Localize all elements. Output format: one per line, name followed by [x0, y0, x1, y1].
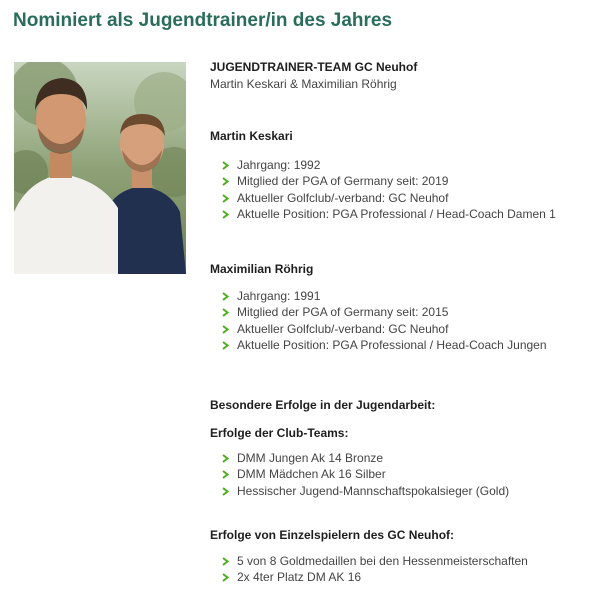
list-item: Mitglied der PGA of Germany seit: 2015: [220, 304, 547, 320]
fact-list-roehrig: [220, 288, 547, 353]
club-teams-heading: Erfolge der Club-Teams:: [210, 426, 349, 440]
person-name-keskari: Martin Keskari: [210, 129, 293, 143]
club-teams-list: [220, 450, 509, 499]
individuals-heading: Erfolge von Einzelspielern des GC Neuhof:: [210, 528, 455, 542]
list-item: Jahrgang: 1991: [220, 288, 547, 304]
list-item: 2x 4ter Platz DM AK 16: [220, 569, 528, 585]
chevron-right-icon: [221, 573, 230, 582]
chevron-right-icon: [221, 487, 230, 496]
list-item: Aktueller Golfclub/-verband: GC Neuhof: [220, 321, 547, 337]
page-title: Nominiert als Jugendtrainer/in des Jahres: [13, 10, 393, 31]
team-photo: [14, 62, 186, 274]
individuals-list: [220, 553, 528, 586]
chevron-right-icon: [221, 557, 230, 566]
list-item: DMM Jungen Ak 14 Bronze: [220, 450, 509, 466]
chevron-right-icon: [221, 177, 230, 186]
list-item: Jahrgang: 1992: [220, 157, 556, 173]
chevron-right-icon: [221, 161, 230, 170]
chevron-right-icon: [221, 292, 230, 301]
chevron-right-icon: [221, 210, 230, 219]
fact-list-keskari: [220, 157, 556, 222]
person-name-roehrig: Maximilian Röhrig: [210, 262, 314, 276]
chevron-right-icon: [221, 308, 230, 317]
chevron-right-icon: [221, 325, 230, 334]
achievements-heading: Besondere Erfolge in der Jugendarbeit:: [210, 398, 436, 412]
list-item: Mitglied der PGA of Germany seit: 2019: [220, 173, 556, 189]
team-name: JUGENDTRAINER-TEAM GC Neuhof: [210, 60, 418, 74]
chevron-right-icon: [221, 454, 230, 463]
list-item: Hessischer Jugend-Mannschaftspokalsieger (Gold): [220, 483, 509, 499]
chevron-right-icon: [221, 194, 230, 203]
list-item: 5 von 8 Goldmedaillen bei den Hessenmeisterschaften: [220, 553, 528, 569]
chevron-right-icon: [221, 341, 230, 350]
list-item: Aktuelle Position: PGA Professional / Head-Coach Jungen: [220, 337, 547, 353]
chevron-right-icon: [221, 470, 230, 479]
list-item: Aktuelle Position: PGA Professional / Head-Coach Damen 1: [220, 206, 556, 222]
team-members: Martin Keskari & Maximilian Röhrig: [210, 77, 397, 91]
list-item: Aktueller Golfclub/-verband: GC Neuhof: [220, 190, 556, 206]
list-item: DMM Mädchen Ak 16 Silber: [220, 466, 509, 482]
